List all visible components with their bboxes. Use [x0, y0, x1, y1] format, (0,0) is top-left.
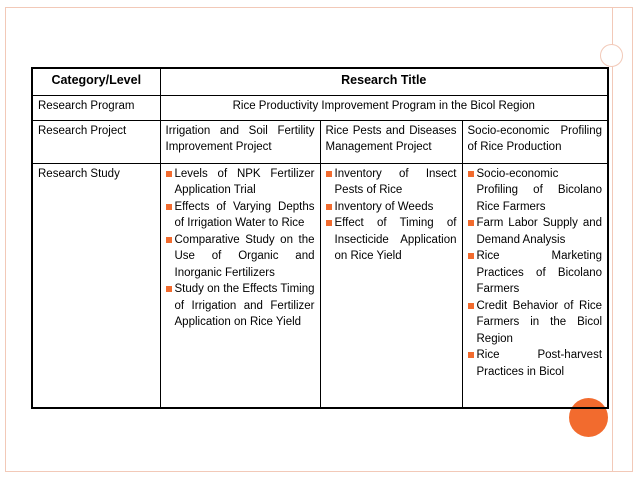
- study-list-socioeconomic: [462, 163, 608, 408]
- bullet-square-icon: [326, 204, 332, 210]
- bullet-square-icon: [166, 286, 172, 292]
- bullet-square-icon: [468, 352, 474, 358]
- study-list-irrigation: [160, 163, 320, 408]
- decorative-circle-outline: [600, 44, 623, 67]
- bullet-square-icon: [468, 171, 474, 177]
- list-item: Socio-economic Profiling of Bicolano Rice Farmers: [468, 166, 603, 216]
- list-item: Inventory of Insect Pests of Rice: [326, 166, 457, 199]
- table-row-program: [32, 95, 608, 120]
- table-row-study: [32, 163, 608, 408]
- list-item: Rice Marketing Practices of Bicolano Farmers: [468, 248, 603, 298]
- list-item: Inventory of Weeds: [326, 199, 457, 216]
- row-label-program: Research Program: [32, 95, 160, 120]
- bullet-square-icon: [166, 204, 172, 210]
- header-research-title: Research Title: [160, 68, 608, 95]
- bullet-square-icon: [166, 171, 172, 177]
- list-item: Study on the Effects Timing of Irrigation and Fertilizer Application on Rice Yield: [166, 281, 315, 331]
- project-title-pests: Rice Pests and Diseases Management Project: [320, 120, 462, 163]
- project-title-socioeconomic: Socio-economic Profiling of Rice Production: [462, 120, 608, 163]
- bullet-square-icon: [468, 220, 474, 226]
- list-item: Effects of Varying Depths of Irrigation Water to Rice: [166, 199, 315, 232]
- slide-vertical-rule: [612, 7, 613, 472]
- research-table: [31, 67, 609, 409]
- list-item: Credit Behavior of Rice Farmers in the Bicol Region: [468, 298, 603, 348]
- list-item: Effect of Timing of Insecticide Application on Rice Yield: [326, 215, 457, 265]
- table-header-row: [32, 68, 608, 95]
- bullet-square-icon: [468, 303, 474, 309]
- row-label-study: Research Study: [32, 163, 160, 408]
- row-label-project: Research Project: [32, 120, 160, 163]
- list-item: Rice Post-harvest Practices in Bicol: [468, 347, 603, 380]
- list-item: Levels of NPK Fertilizer Application Trial: [166, 166, 315, 199]
- list-item: Farm Labor Supply and Demand Analysis: [468, 215, 603, 248]
- bullet-square-icon: [326, 220, 332, 226]
- program-title: Rice Productivity Improvement Program in the Bicol Region: [160, 95, 608, 120]
- bullet-square-icon: [326, 171, 332, 177]
- list-item: Comparative Study on the Use of Organic and Inorganic Fertilizers: [166, 232, 315, 282]
- bullet-square-icon: [166, 237, 172, 243]
- bullet-square-icon: [468, 253, 474, 259]
- study-list-pests: [320, 163, 462, 408]
- project-title-irrigation: Irrigation and Soil Fertility Improvement Project: [160, 120, 320, 163]
- header-category-level: Category/Level: [32, 68, 160, 95]
- table-row-project: [32, 120, 608, 163]
